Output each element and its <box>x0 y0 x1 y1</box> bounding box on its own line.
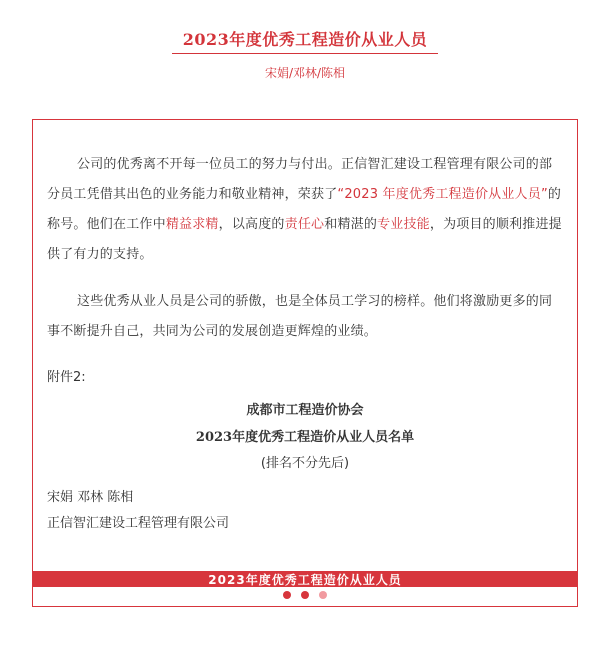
paragraph-2: 这些优秀从业人员是公司的骄傲，也是全体员工学习的榜样。他们将激励更多的同事不断提升自己，共同为公司的发展创造更辉煌的业绩。 <box>47 294 553 339</box>
association-name: 成都市工程造价协会 <box>246 403 364 418</box>
ranking-note: (排名不分先后) <box>260 456 350 471</box>
highlight-professional-skill: 专业技能 <box>377 217 430 232</box>
carousel-dot-2[interactable] <box>301 591 309 599</box>
paragraph-1 <box>47 150 563 270</box>
banner-bar <box>32 571 578 587</box>
paragraph-1-text-d: 和精湛的 <box>324 217 378 232</box>
content-card <box>32 119 578 607</box>
carousel-dots <box>0 591 610 601</box>
article-header <box>0 0 610 90</box>
carousel-dot-1[interactable] <box>283 591 291 599</box>
highlight-precision: 精益求精 <box>165 217 219 232</box>
article-authors: 宋娟/邓林/陈相 <box>264 66 346 80</box>
highlight-responsibility: 责任心 <box>284 217 325 232</box>
paragraph-1-text-a: 公司的优秀离不开每一位员工的努力与付出。正信智汇建设工程管理有限公司的部分员工凭借其出色的业务能力和敬业精神，荣获了 <box>47 157 553 202</box>
paragraph-1-text-e: ，为项目的顺利推进提供了有力的支持。 <box>47 217 562 262</box>
carousel-dot-3[interactable] <box>319 591 327 599</box>
list-title: 2023年度优秀工程造价从业人员名单 <box>195 430 415 445</box>
attachment-label: 附件2: <box>47 370 86 385</box>
banner-label: 2023年度优秀工程造价从业人员 <box>208 572 402 587</box>
title-underline <box>172 53 438 54</box>
highlight-award: “2023 年度优秀工程造价从业人员” <box>337 187 548 202</box>
winner-names: 宋娟 邓林 陈相 <box>47 490 134 505</box>
article-title: 2023年度优秀工程造价从业人员 <box>182 30 428 49</box>
paragraph-1-text-c: ，以高度的 <box>218 217 285 232</box>
winner-company: 正信智汇建设工程管理有限公司 <box>47 516 230 531</box>
paragraph-1-text-b: 的称号。他们在工作中 <box>47 187 562 232</box>
